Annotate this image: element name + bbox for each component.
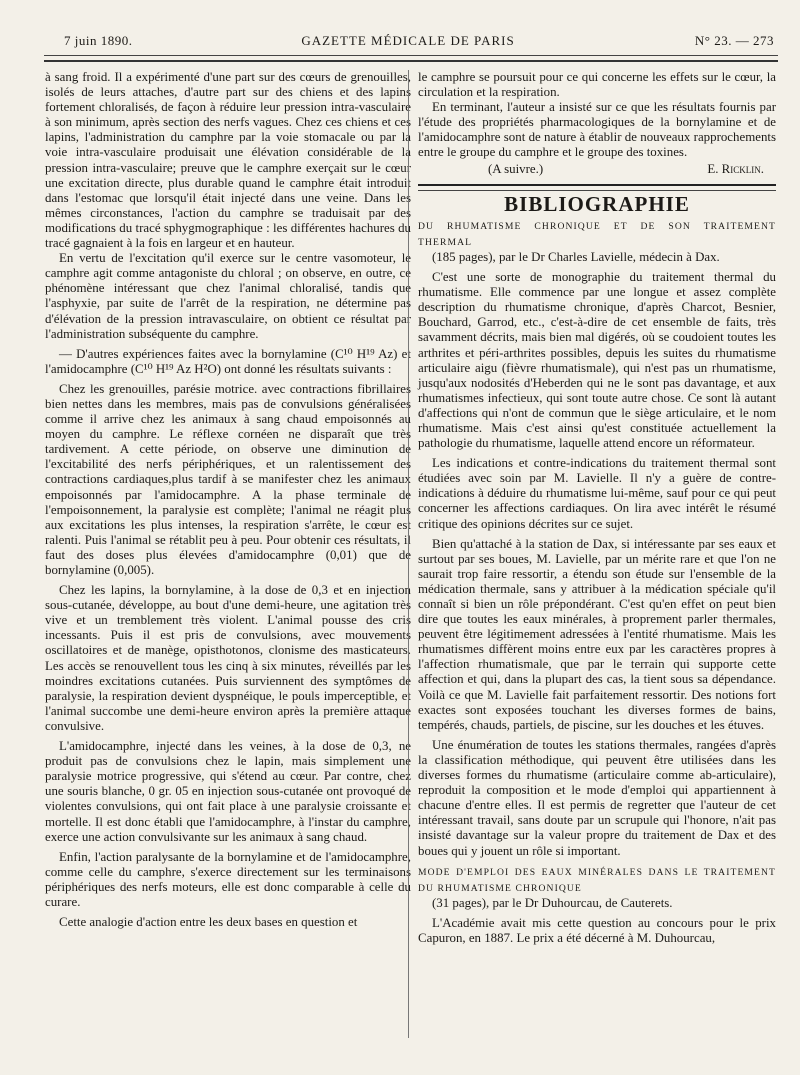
to-be-continued: (A suivre.): [488, 161, 544, 176]
section-title: BIBLIOGRAPHIE: [504, 191, 690, 216]
paragraph: C'est une sorte de monographie du traitement thermal du rhumatisme. Elle commence par une longue et assez complète description du rhumatisme chronique, d'après Charcot, Besnier, Bouchard, Garrod, etc., c'est-à-dire de cet ensemble de faits, très savamment décrits, mais bien mal digérés, où se coudoient toutes les arthrites et péri-arthrites possibles, depuis les suites du rhumatisme articulaire aigu (fièvre rhumatismale), qui n'est pas un rhumatisme, jusqu'aux nodosités d'Heberden qui ne le sont pas davantage, et aux rhumatismes infectieux, qui sont toute autre chose. Ce sont là autant d'affections qui n'ont de commun que le siège articulaire, et le nom rhumatisme. Mais c'est ainsi qu'est constituée actuellement la pathologie du rhumatisme, laquelle attend encore un réformateur.: [418, 270, 776, 451]
paragraph: Chez les grenouilles, parésie motrice. avec contractions fibrillaires bien nettes dans les membres, mais pas de convulsions généralisées comme il arrive chez les animaux à sang chaud empoisonnés au moyen du camphre. Le réflexe cornéen ne disparaît que très tardivement. A cette période, on observe une diminution de l'excitabilité des nerfs périphériques, et un ralentissement des contractions cardiaques,plus tardif à se manifester chez les animaux empoisonnés par l'amidocamphre. A la phase terminale de l'empoisonnement, la paralysie est complète; l'animal ne réagit plus aux excitations les plus intenses, la respiration s'arrête, le cœur est ralenti. Puis l'animal se rétablit peu à peu. Pour obtenir ces résultats, il faut des doses plus élevées d'amidocamphre (0,01) que de bornylamine (0,005).: [45, 381, 411, 577]
paragraph: Cette analogie d'action entre les deux bases en question et: [59, 915, 358, 930]
header-rule: [44, 55, 778, 62]
page-header: [42, 30, 774, 50]
paragraph: L'Académie avait mis cette question au concours pour le prix Capuron, en 1887. Le prix a été décerné à M. Duhourcau,: [418, 915, 776, 945]
column-divider: [408, 70, 409, 1038]
journal-title: GAZETTE MÉDICALE DE PARIS: [301, 33, 515, 48]
paragraph: — D'autres expériences faites avec la bornylamine (C¹⁰ H¹⁹ Az) et l'amidocamphre (C¹⁰ H¹⁹ Az H²O) ont donné les résultats suivants :: [45, 346, 411, 376]
paragraph: le camphre se poursuit pour ce qui concerne les effets sur le cœur, la circulation et la respiration.: [418, 70, 776, 100]
article-signature: [418, 162, 776, 177]
paragraph: Chez les lapins, la bornylamine, à la dose de 0,3 et en injection sous-cutanée, développe, au bout d'une demi-heure, une agitation très vive et un tremblement très violent. L'animal pousse des cris incessants. Puis il est pris de convulsions, avec mouvements oscillatoires et de manège, opisthotonos, clonisme des masticateurs. Les accès se renouvellent tous les cinq à six minutes, réveillés par les moindres excitations cutanées. Puis surviennent des symptômes de paralysie, la respiration devient dyspnéique, le pouls imperceptible, et l'animal succombe une demi-heure environ après la première attaque convulsive.: [45, 583, 411, 733]
paragraph: à sang froid. Il a expérimenté d'une part sur des cœurs de grenouilles, isolés de leurs attaches, d'autre part sur des chiens et des lapins fortement chloralisés, de façon à réduire leur pression intra-vasculaire à son minimum, après section des nerfs vagues. Chez ces chiens et ces lapins, l'administration du camphre par la voie stomacale ou par la voie intra-vasculaire produisait une élévation considérable de la pression intra-vasculaire; preuve que le camphre exerçait sur le cœur une excitation directe, plus durable quand le camphre était introduit dans l'estomac que lorsqu'il était injecté dans une veine. Dans les mêmes circonstances, l'action du camphre se traduisait par des modifications du tracé sphygmographique : les différentes hachures du tracé gagnaient à la fois en largeur et en hauteur.: [45, 70, 411, 251]
entry-title-caps: MODE D'EMPLOI DES EAUX MINÉRALES DANS LE TRAITEMENT DU RHUMATISME CHRONIQUE: [418, 866, 776, 894]
bibliography-entry-details: (31 pages), par le Dr Duhourcau, de Cauterets.: [432, 895, 673, 910]
issue-date: 7 juin 1890.: [64, 33, 133, 48]
issue-page-number: N° 23. — 273: [694, 33, 774, 48]
paragraph: Bien qu'attaché à la station de Dax, si intéressante par ses eaux et surtout par ses boues, M. Lavielle, par un mérite rare et que l'on ne saurait trop faire ressortir, a étendu son étude sur l'ensemble de la médication thermale, sans y attribuer à la médication spéciale qu'il connaît si bien un rôle prépondérant. C'est qu'en effet on peut bien dire que toutes les eaux minérales, à proprement parler thermales, peuvent être légitimement adressées à l'entité rhumatisme. Mais les rhumatismes diffèrent moins entre eux par les caractères propres à l'affection rhumatismale, que par le terrain qui supporte cette affection et qui, dans la plupart des cas, la tient sous sa dépendance. Voilà ce que M. Lavielle fait parfaitement ressortir. Des notions fort exactes sont exposées touchant les diverses formes de bains, tempérés, chauds, partiels, de piscine, sur les douches et les étuves.: [418, 536, 776, 732]
paragraph: Enfin, l'action paralysante de la bornylamine et de l'amidocamphre, comme celle du camphre, s'exerce directement sur les terminaisons périphériques des nerfs moteurs, elle est donc comparable à celle du curare.: [45, 849, 411, 909]
paragraph: L'amidocamphre, injecté dans les veines, à la dose de 0,3, ne produit pas de convulsions chez le lapin, mais simplement une paralysie motrice progressive, qui s'étend au cœur. Par contre, chez une souris blanche, 0 gr. 05 en injection sous-cutanée ont provoqué de violentes convulsions, qui ont fait place à une paralysie croissante et mortelle. Il est donc établi que l'amidocamphre, à l'instar du camphre, exerce une action convulsivante sur les animaux à sang chaud.: [45, 739, 411, 844]
right-column: [418, 70, 776, 946]
paragraph: En terminant, l'auteur a insisté sur ce que les résultats fournis par l'étude des propriétés pharmacologiques de la bornylamine et de l'amidocamphre sont de nature à établir de nouveaux rapprochements entre le groupe du camphre et le groupe des toxines.: [418, 100, 776, 160]
bibliography-entry-details: (185 pages), par le Dr Charles Lavielle, médecin à Dax.: [432, 249, 720, 264]
paragraph: Les indications et contre-indications du traitement thermal sont étudiées avec soin par M. Lavielle. Il n'y a guère de contre-indications à déduire du rhumatisme lui-même, sauf pour ce qui peut concerner les affections cardiaques. On lira avec intérêt le résumé critique des opinions décrites sur ce sujet.: [418, 456, 776, 531]
left-column: [45, 70, 411, 930]
section-rule: [418, 184, 776, 191]
author-name: E. Ricklin.: [707, 161, 764, 176]
paragraph: Une énumération de toutes les stations thermales, rangées d'après la classification méthodique, qui peuvent être utilisées dans les diverses formes du rhumatisme (articulaire comme ab-articulaire), reproduit la composition et le mode d'emploi qui appartiennent à chacune d'entre elles. Il est permis de regretter que l'auteur de cet intéressant travail, sans doute par un scrupule qui l'honore, n'ait pas insisté davantage sur la valeur propre du traitement de Dax et des boues qui y jouent un rôle si important.: [418, 737, 776, 858]
bibliography-entry-title: [418, 218, 776, 250]
paragraph: En vertu de l'excitation qu'il exerce sur le centre vasomoteur, le camphre agit comme antagoniste du chloral ; on observe, en outre, ce phénomène intéressant que chez l'animal chloralisé, tandis que l'asphyxie, par suite de l'arrêt de la respiration, ne détermine pas d'élévation de la pression intravasculaire, on obtient ce résultat par l'administration subséquente du camphre.: [45, 251, 411, 341]
entry-title-caps: DU RHUMATISME CHRONIQUE ET DE SON TRAITEMENT THERMAL: [418, 220, 776, 248]
bibliography-entry-title: [418, 864, 776, 896]
